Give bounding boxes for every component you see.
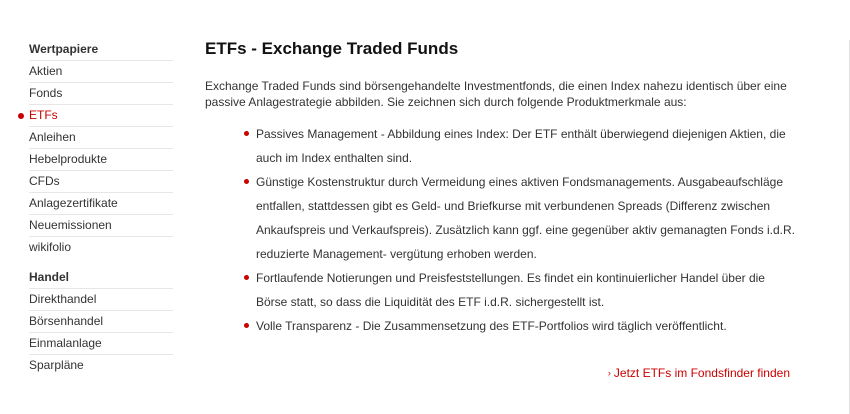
bullet-icon (244, 323, 249, 328)
feature-item (256, 122, 795, 170)
feature-list (205, 122, 795, 338)
nav-item-label: Börsenhandel (29, 314, 104, 328)
feature-item (256, 170, 795, 266)
nav-item-label: Anleihen (29, 130, 76, 144)
nav-item-label: Anlagezertifikate (29, 196, 118, 210)
feature-text: Passives Management - Abbildung eines Index: Der ETF enthält überwiegend diejenigen Aktien, die auch im Index enthalten sind. (256, 127, 786, 165)
nav-item-aktien[interactable] (29, 61, 173, 83)
bullet-icon (244, 179, 249, 184)
fondsfinder-link-label: Jetzt ETFs im Fondsfinder finden (613, 366, 790, 380)
nav-item-anleihen[interactable] (29, 127, 173, 149)
nav-item-label: Sparpläne (29, 358, 84, 372)
chevron-right-icon: › (607, 368, 611, 378)
main-content (205, 38, 795, 380)
bullet-icon (244, 131, 249, 136)
nav-item-neuemissionen[interactable] (29, 215, 173, 237)
nav-item-label: Hebelprodukte (29, 152, 108, 166)
nav-item-label: Neuemissionen (29, 218, 112, 232)
nav-item-label: Aktien (29, 64, 63, 78)
nav-item-label: Einmalanlage (29, 336, 102, 350)
nav-item-label: ETFs (29, 108, 58, 122)
nav-heading-wertpapiere: Wertpapiere (29, 38, 173, 61)
fondsfinder-link[interactable] (608, 366, 790, 380)
nav-heading-handel: Handel (29, 266, 173, 289)
feature-text: Günstige Kostenstruktur durch Vermeidung eines aktiven Fondsmanagements. Ausgabeaufschläge entfallen, stattdessen gibt es Geld- und Briefkurse mit verbundenen Spreads (Differenz zwischen Ankaufspreis und Verkaufspreis). Zusätzlich kann ggf. eine gegenüber aktiv gemanagten Fonds i.d.R. reduzierte Management- vergütung erhoben werden. (256, 175, 795, 261)
feature-item (256, 266, 795, 314)
nav-item-cfds[interactable] (29, 171, 173, 193)
bullet-icon (244, 275, 249, 280)
nav-item-fonds[interactable] (29, 83, 173, 105)
nav-item-sparplaene[interactable] (29, 355, 173, 376)
nav-item-label: Direkthandel (29, 292, 97, 306)
page-title: ETFs - Exchange Traded Funds (205, 39, 459, 58)
nav-item-wikifolio[interactable] (29, 237, 173, 258)
feature-text: Volle Transparenz - Die Zusammensetzung des ETF-Portfolios wird täglich veröffentlicht. (256, 319, 727, 333)
intro-paragraph: Exchange Traded Funds sind börsengehandelte Investmentfonds, die einen Index nahezu identisch über eine passive Anlagestrategie abbilden. Sie zeichnen sich durch folgende Produktmerkmale aus: (205, 79, 787, 109)
nav-item-hebelprodukte[interactable] (29, 149, 173, 171)
feature-item (256, 314, 795, 338)
active-dot-icon (18, 113, 24, 119)
nav-item-einmalanlage[interactable] (29, 333, 173, 355)
nav-item-etfs[interactable] (29, 105, 173, 127)
sidebar-nav (29, 38, 173, 376)
nav-item-direkthandel[interactable] (29, 289, 173, 311)
nav-item-anlagezertifikate[interactable] (29, 193, 173, 215)
feature-text: Fortlaufende Notierungen und Preisfeststellungen. Es findet ein kontinuierlicher Handel über die Börse statt, so dass die Liquidität des ETF i.d.R. sichergestellt ist. (256, 271, 765, 309)
nav-item-label: CFDs (29, 174, 60, 188)
nav-item-boersenhandel[interactable] (29, 311, 173, 333)
nav-item-label: wikifolio (29, 240, 72, 254)
nav-item-label: Fonds (29, 86, 63, 100)
